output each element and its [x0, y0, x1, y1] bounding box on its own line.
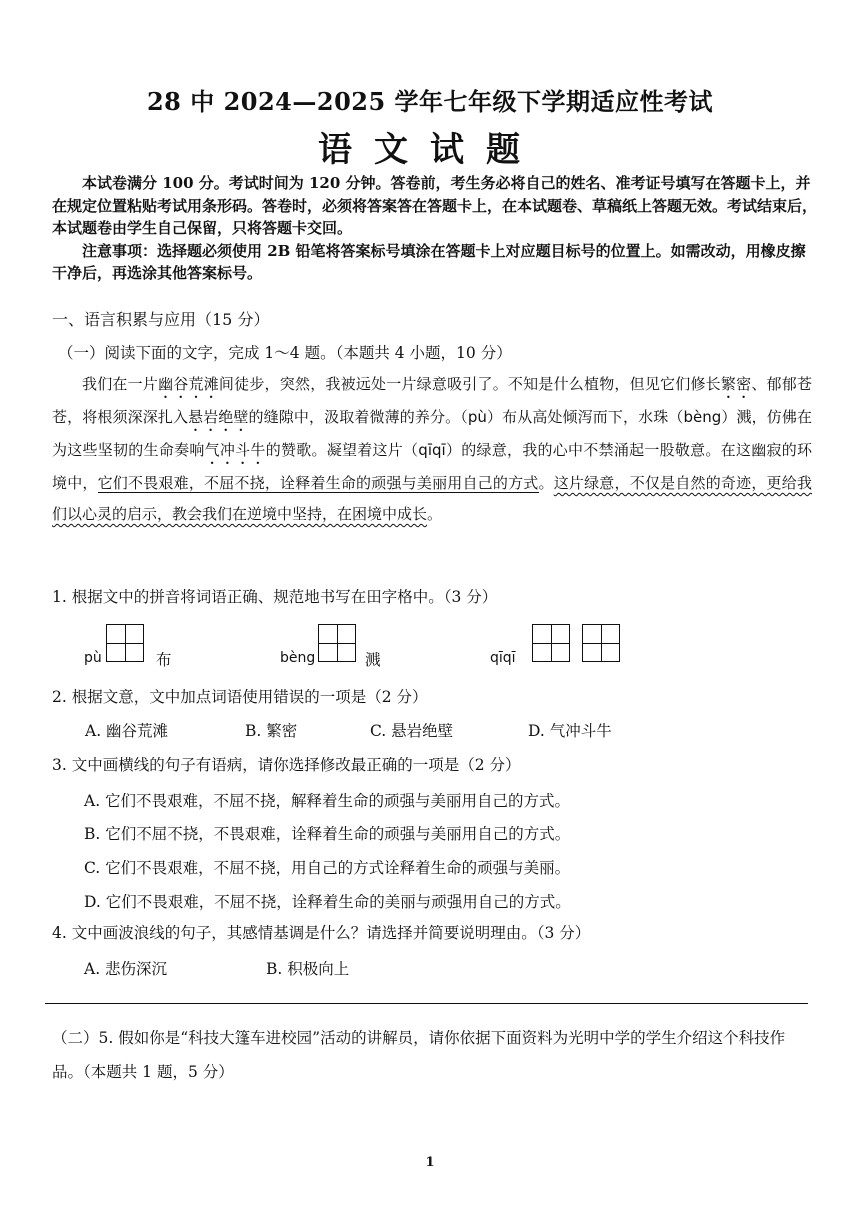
writing-grid[interactable] — [106, 624, 144, 662]
passage-text: 。 — [427, 505, 443, 523]
section-divider — [45, 1003, 808, 1004]
writing-grid[interactable] — [582, 624, 620, 662]
question-3: 3. 文中画横线的句子有语病，请你选择修改最正确的一项是（2 分） — [52, 756, 521, 774]
notice-paragraph: 注意事项：选择题必须使用 2B 铅笔将答案标号填涂在答题卡上对应题目标号的位置上。如需改动，用橡皮擦干净后，再选涂其他答案标号。 — [52, 241, 806, 282]
passage-text: 的赞歌。凝望着这片（qīqī）的绿意，我的心中不禁涌起一股敬意。在这幽寂的环境中， — [52, 441, 812, 492]
writing-grid[interactable] — [318, 624, 356, 662]
exam-instructions — [52, 172, 817, 285]
passage-text: 的缝隙中，汲取着微薄的养分。（pù）布从高处倾泻而下，水珠（bèng）溅，仿佛在为这些坚韧的生命奏响 — [52, 408, 812, 459]
question-5: （二）5. 假如你是“科技大篷车进校园”活动的讲解员，请你依据下面资料为光明中学的学生介绍这个科技作品。（本题共 1 题，5 分） — [52, 1029, 786, 1081]
pinyin-label: bèng — [280, 650, 316, 666]
dotted-word: 幽谷荒滩 — [158, 375, 219, 393]
question-1: 1. 根据文中的拼音将词语正确、规范地书写在田字格中。（3 分） — [52, 588, 498, 606]
passage-text: 间徒步，突然，我被远处一片绿意吸引了。不知是什么植物，但见它们修长 — [218, 375, 721, 393]
option-d[interactable]: D. 它们不畏艰难，不屈不挠，诠释着生命的美丽与顽强用自己的方式。 — [84, 893, 571, 911]
passage-paragraph — [52, 369, 812, 530]
option-a[interactable]: A. 幽谷荒滩 — [85, 722, 169, 740]
pinyin-label: qīqī — [490, 650, 516, 666]
question-2: 2. 根据文意，文中加点词语使用错误的一项是（2 分） — [52, 688, 428, 706]
subject-title: 语文试题 — [318, 130, 542, 170]
passage-text: 、郁郁苍苍，将根须深深扎入 — [52, 375, 812, 426]
grid-suffix: 溅 — [365, 651, 381, 669]
passage-text: 。 — [538, 474, 554, 492]
question-4: 4. 文中画波浪线的句子，其感情基调是什么？请选择并简要说明理由。（3 分） — [52, 924, 591, 942]
instructions-paragraph: 本试卷满分 100 分。考试时间为 120 分钟。答卷前，考生务必将自己的姓名、准考证号填写在答题卡上，并在规定位置粘贴考试用条形码。答卷时，必须将答案答在答题卡上，在本试题卷、草稿纸上答题无效。考试结束后，本试题卷由学生自己保留，只将答题卡交回。 — [52, 174, 818, 237]
option-a[interactable]: A. 悲伤深沉 — [84, 960, 168, 978]
exam-title: 28 中 2024—2025 学年七年级下学期适应性考试 — [146, 87, 714, 116]
dotted-word: 悬岩绝壁 — [188, 408, 249, 426]
writing-grid[interactable] — [532, 624, 570, 662]
option-c[interactable]: C. 它们不畏艰难，不屈不挠，用自己的方式诠释着生命的顽强与美丽。 — [84, 859, 571, 877]
passage-text: 我们在一片 — [82, 375, 159, 393]
option-b[interactable]: B. 它们不屈不挠，不畏艰难，诠释着生命的顽强与美丽用自己的方式。 — [84, 825, 571, 843]
dotted-word: 气冲斗牛 — [204, 441, 266, 459]
part-heading: （一）阅读下面的文字，完成 1～4 题。（本题共 4 小题，10 分） — [58, 344, 512, 362]
section-heading: 一、语言积累与应用（15 分） — [52, 310, 270, 329]
dotted-word: 繁密 — [720, 375, 752, 393]
pinyin-label: pù — [84, 650, 102, 666]
option-a[interactable]: A. 它们不畏艰难，不屈不挠，解释着生命的顽强与美丽用自己的方式。 — [84, 792, 571, 810]
option-d[interactable]: D. 气冲斗牛 — [528, 722, 612, 740]
grid-suffix: 布 — [156, 651, 172, 669]
wavy-sentence: 这片绿意，不仅是自然的奇迹，更给我们以心灵的启示，教会我们在逆境中坚持，在困境中成长 — [52, 474, 812, 523]
option-b[interactable]: B. 积极向上 — [266, 960, 350, 978]
reading-passage — [52, 369, 812, 530]
underlined-sentence: 它们不畏艰难，不屈不挠，诠释着生命的顽强与美丽用自己的方式 — [97, 474, 539, 492]
option-c[interactable]: C. 悬岩绝壁 — [370, 722, 454, 740]
option-b[interactable]: B. 繁密 — [245, 722, 298, 740]
page-number: 1 — [425, 1155, 435, 1170]
